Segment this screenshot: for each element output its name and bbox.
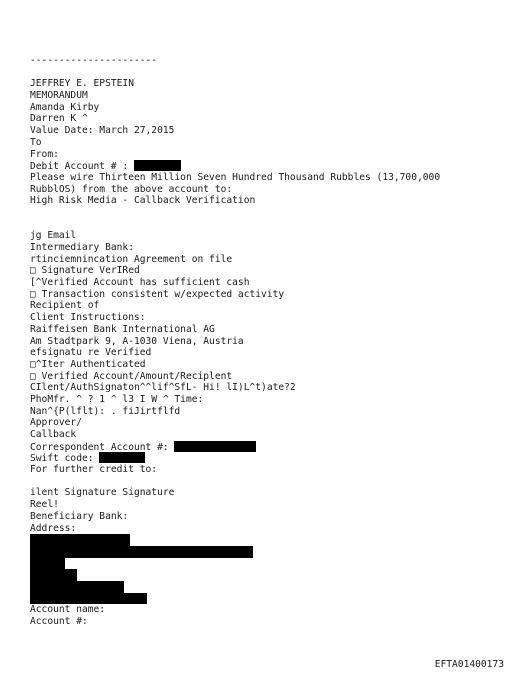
from-label: From: [30,148,59,160]
verification-line: □ Verified Account/Amount/Reciplent [30,370,233,382]
redaction-box [99,452,145,463]
swift-code-label: Swift code: [30,453,94,465]
address-redaction-3 [30,558,65,570]
separator-line: ---------------------- [30,55,158,66]
instruction-line-1: Please wire Thirteen Million Seven Hundred Thousand Rubbles (13,700,000 [30,171,441,183]
swift-code-line [30,452,500,464]
verification-line: □^Iter Authenticated [30,358,146,370]
account-number-label: Account #: [30,616,88,628]
redaction-box [134,160,181,171]
verification-line: □ Signature VerIRed [30,265,140,277]
verification-line: Client Instructions: [30,312,146,324]
header-name: JEFFREY E. EPSTEIN [30,78,134,90]
header-darren: Darren K ^ [30,113,88,125]
verification-line: Approver/ [30,417,82,429]
address-redaction-6 [30,593,147,605]
verification-line: Callback [30,429,77,441]
correspondent-account-label: Correspondent Account #: [30,441,169,453]
memo-body [30,55,500,628]
verification-line: Nan^{P(lflt): . fiJirtflfd [30,405,181,417]
verification-line: Raiffeisen Bank International AG [30,323,215,335]
header-amanda: Amanda Kirby [30,101,100,113]
to-label: To [30,136,42,148]
address-redaction-1 [30,534,130,546]
verification-line: efsignatu re Verified [30,347,152,359]
value-date: Value Date: March 27,2015 [30,125,175,137]
signature-line: Address: [30,522,77,534]
verification-line: □ Transaction consistent w/expected activity [30,288,285,300]
header-type: MEMORANDUM [30,90,88,102]
verification-line: [^Verified Account has sufficient cash [30,277,250,289]
verification-line: Recipient of [30,300,100,312]
correspondent-account-line [30,441,500,453]
further-credit-line: For further credit to: [30,464,158,476]
instruction-line-3: High Risk Media - Callback Verification [30,195,256,207]
debit-account-label: Debit Account # : [30,161,129,173]
spacer [30,476,500,488]
verification-line: Intermediary Bank: [30,242,134,254]
signature-line: ilent Signature Signature [30,487,175,499]
spacer [30,207,500,230]
verification-line: jg Email [30,230,77,242]
address-redaction-5 [30,581,124,593]
verification-line: PhoMfr. ^ ? 1 ^ l3 I W ^ Time: [30,393,204,405]
signature-line: Beneficiary Bank: [30,510,129,522]
account-name-label: Account name: [30,604,106,616]
verification-line: Am Stadtpark 9, A-1030 Viena, Austria [30,335,244,347]
address-redaction-4 [30,569,77,581]
signature-line: Reel! [30,499,59,511]
spacer [30,67,500,79]
verification-line: CIlent/AuthSignaton^^lif^SfL- Hi! lI)L^t)ate?2 [30,382,296,394]
debit-account-line [30,160,500,172]
bates-number: EFTA01400173 [434,659,504,670]
instruction-line-2: RubblOS) from the above account to: [30,183,233,195]
address-redaction-2 [30,546,253,558]
redaction-box [174,441,256,452]
verification-line: rtinciemnincation Agreement on file [30,253,233,265]
